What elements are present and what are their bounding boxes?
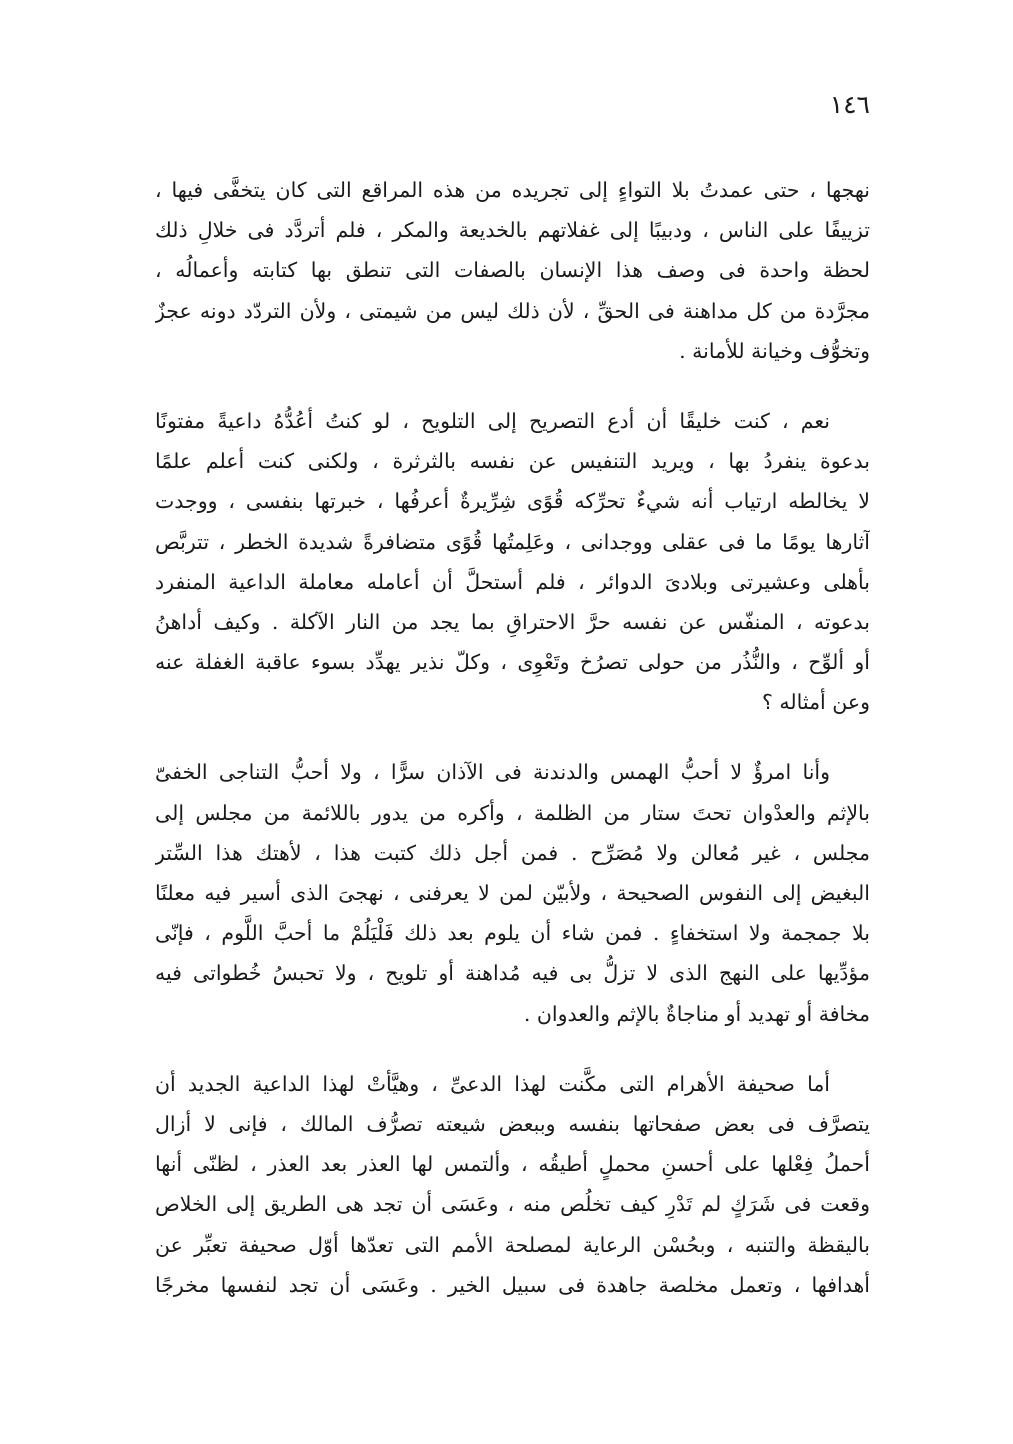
text-line: وعن أمثاله ؟	[762, 690, 870, 715]
text-line: بدعوته ، المنفّس عن نفسه حرَّ الاحتراقِ بما يجد من النار الآكلة . وكيف أداهنُ	[155, 609, 870, 634]
text-line: مخافة أو تهديد أو مناجاةٌ بالإثم والعدوان .	[523, 1001, 870, 1026]
text-line: وقعت فى شَرَكٍ لم تَدْرِ كيف تخلُص منه ، وعَسَى أن تجد هى الطريق إلى الخلاص	[155, 1192, 870, 1217]
text-line: نهجها ، حتى عمدتُ بلا التواءٍ إلى تجريده من هذه المراقع التى كان يتخفَّى فيها ،	[155, 178, 870, 202]
text-line: أحملُ فِعْلها على أحسنِ محملٍ أطيقُه ، وألتمس لها العذر بعد العذر ، لظنّى أنها	[155, 1152, 870, 1177]
text-line: تزييفًا على الناس ، ودبيبًا إلى غفلاتهم بالخديعة والمكر ، فلم أتردَّد فى خلالِ ذلك	[155, 218, 870, 243]
text-line: أو ألوِّح ، والنُّذُر من حولى تصرُخ وتَعْوِى ، وكلّ نذير يهدِّد بسوء عاقبة الغفلة عنه	[155, 650, 870, 675]
text-line: بدعوة ينفردُ بها ، ويريد التنفيس عن نفسه بالثرثرة ، ولكنى كنت أعلم علمًا	[155, 449, 870, 474]
text-line: نعم ، كنت خليقًا أن أدع التصريح إلى التلويح ، لو كنتُ أعُدُّهُ داعيةً مفتونًا	[155, 408, 830, 433]
text-line: وأنا امرؤٌ لا أحبُّ الهمس والدندنة فى الآذان سرًّا ، ولا أحبُّ التناجى الخفىّ	[155, 760, 830, 785]
page-number: ١٤٦	[829, 90, 870, 119]
text-line: مجلس ، غير مُعالن ولا مُصَرِّح . فمن أجل ذلك كتبت هذا ، لأهتك هذا السِّتر	[155, 840, 870, 865]
paragraph-3	[155, 752, 870, 1033]
text-line: باليقظة والتنبه ، وبحُسْن الرعاية لمصلحة الأمم التى تعدّها أوّل صحيفة تعبِّر عن	[155, 1232, 870, 1257]
body-text	[155, 170, 870, 1335]
text-line: البغيض إلى النفوس الصحيحة ، ولأبيّن لمن لا يعرفنى ، نهجىَ الذى أسير فيه معلنًا	[155, 881, 870, 905]
text-line: لحظة واحدة فى وصف هذا الإنسان بالصفات التى تنطق بها كتابته وأعمالُه ،	[155, 258, 870, 283]
text-line: بلا جمجمة ولا استخفاءٍ . فمن شاء أن يلوم بعد ذلك فَلْيَلُمْ ما أحبَّ اللَّوم ، فإنّى	[155, 921, 870, 946]
text-line: بأهلى وعشيرتى وبلادىَ الدوائر ، فلم أستحلَّ أن أعامله معاملة الداعية المنفرد	[155, 569, 870, 594]
paragraph-1	[155, 170, 870, 371]
text-line: لا يخالطه ارتياب أنه شيءٌ تحرِّكه قُوًى شِرِّيرةٌ أعرفُها ، خبرتها بنفسى ، ووجدت	[155, 489, 870, 514]
text-line: آثارها يومًا ما فى عقلى ووجدانى ، وعَلِمتُها قُوًى متضافرةً شديدة الخطر ، تتربَّص	[155, 529, 870, 554]
text-line: وتخوُّف وخيانة للأمانة .	[679, 338, 870, 363]
paragraph-4	[155, 1064, 870, 1305]
paragraph-2	[155, 401, 870, 723]
text-line: أما صحيفة الأهرام التى مكَّنت لهذا الدعىِّ ، وهيَّأتْ لهذا الداعية الجديد أن	[155, 1071, 830, 1096]
text-line: مؤدِّيها على النهج الذى لا تزلُّ بى فيه مُداهنة أو تلويح ، ولا تحبسُ خُطواتى فيه	[155, 961, 870, 986]
text-line: مجرَّدة من كل مداهنة فى الحقِّ ، لأن ذلك ليس من شيمتى ، ولأن التردّد دونه عجزٌ	[155, 298, 870, 323]
text-line: يتصرَّف فى بعض صفحاتها بنفسه وببعض شيعته تصرُّف المالك ، فإنى لا أزال	[155, 1111, 870, 1136]
text-line: أهدافها ، وتعمل مخلصة جاهدة فى سبيل الخير . وعَسَى أن تجد لنفسها مخرجًا	[155, 1272, 870, 1297]
text-line: بالإثم والعدْوان تحتَ ستار من الظلمة ، وأكره من يدور باللائمة من مجلس إلى	[155, 800, 870, 825]
